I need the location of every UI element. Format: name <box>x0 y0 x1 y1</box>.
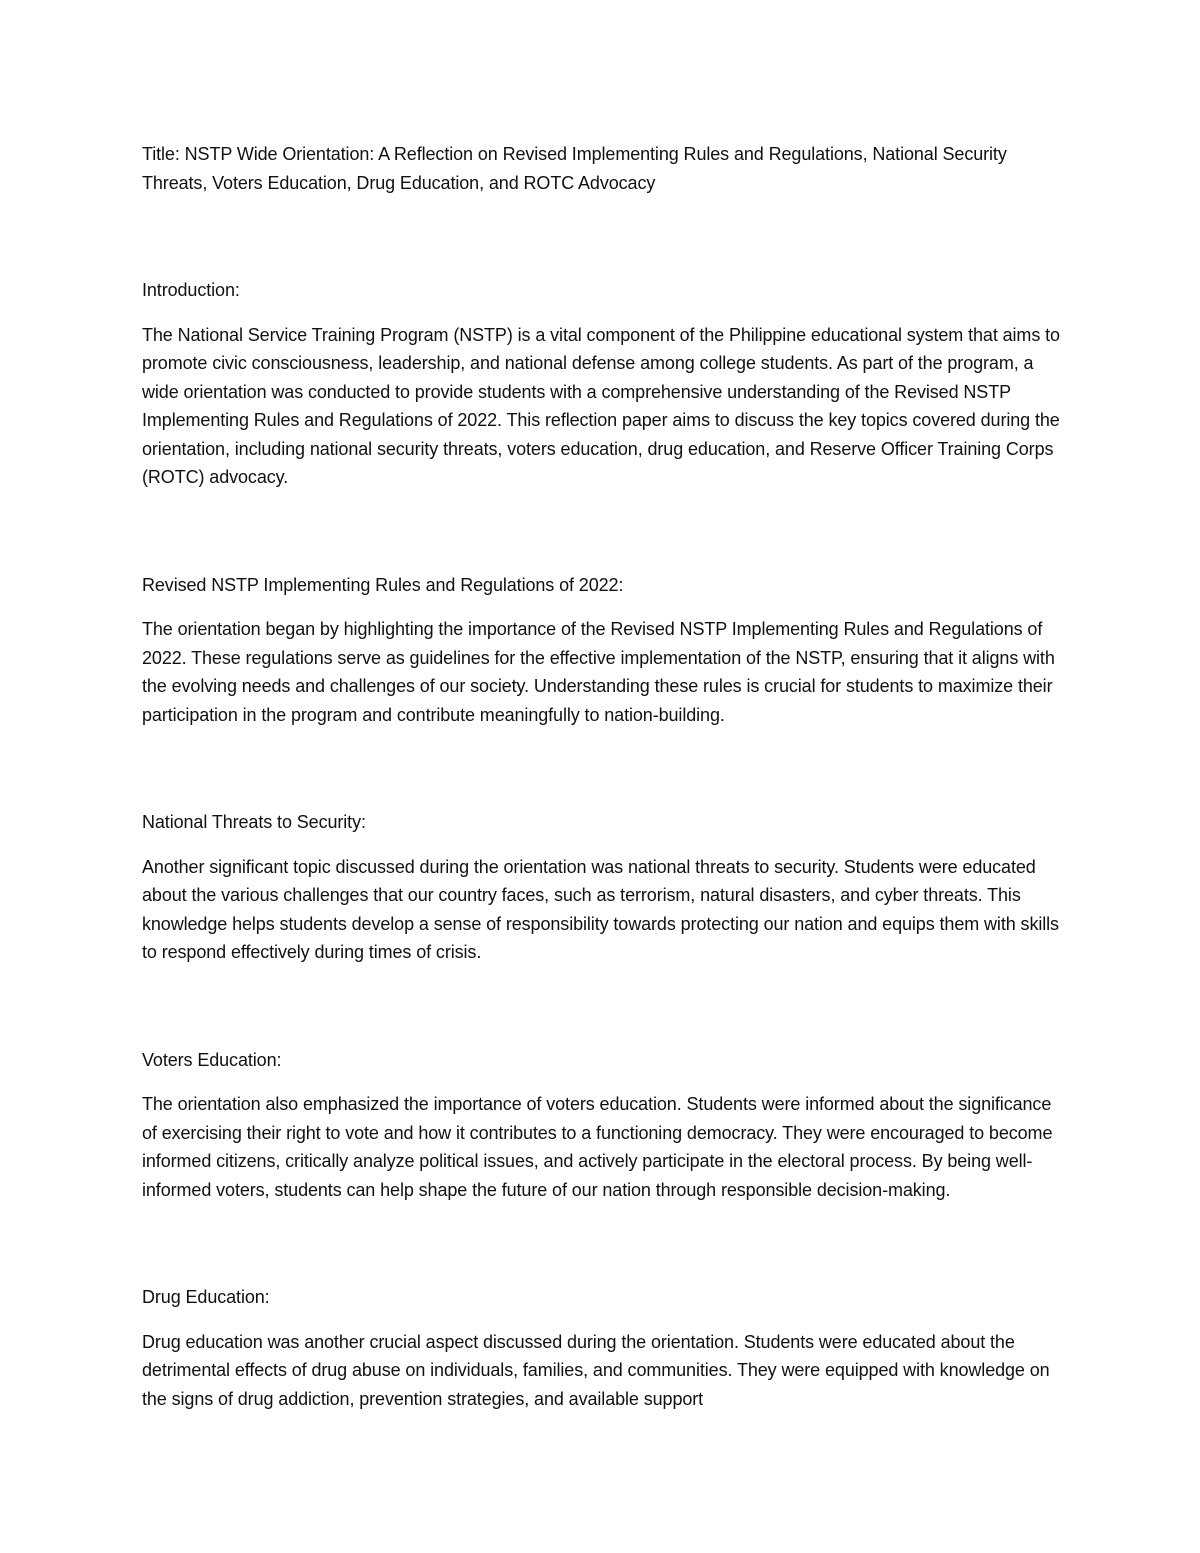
section-revised-irr <box>142 571 1062 730</box>
document-content <box>142 140 1062 1413</box>
section-national-threats <box>142 808 1062 967</box>
section-paragraph: Another significant topic discussed during the orientation was national threats to security. Students were educated about the various challenges that our country faces, such as terrorism, natural disasters, and cyber threats. This knowledge helps students develop a sense of responsibility towards protecting our nation and equips them with skills to respond effectively during times of crisis. <box>142 856 1059 962</box>
section-voters-education <box>142 1046 1062 1205</box>
section-heading: Introduction: <box>142 280 240 300</box>
section-drug-education <box>142 1283 1062 1413</box>
section-paragraph: Drug education was another crucial aspect discussed during the orientation. Students were educated about the detrimental effects of drug abuse on individuals, families, and communities. They were equipped with knowledge on the signs of drug addiction, prevention strategies, and available support <box>142 1331 1050 1409</box>
section-paragraph: The orientation also emphasized the importance of voters education. Students were informed about the significance of exercising their right to vote and how it contributes to a functioning democracy. They were encouraged to become informed citizens, critically analyze political issues, and actively participate in the electoral process. By being well-informed voters, students can help shape the future of our nation through responsible decision-making. <box>142 1094 1053 1200</box>
section-heading: Revised NSTP Implementing Rules and Regulations of 2022: <box>142 574 624 595</box>
section-paragraph: The orientation began by highlighting the importance of the Revised NSTP Implementing Rules and Regulations of 2022. These regulations serve as guidelines for the effective implementation of the NSTP, ensuring that it aligns with the evolving needs and challenges of our society. Understanding these rules is crucial for students to maximize their participation in the program and contribute meaningfully to nation-building. <box>142 619 1055 725</box>
section-heading: Voters Education: <box>142 1049 282 1070</box>
section-introduction <box>142 276 1062 492</box>
section-paragraph: The National Service Training Program (NSTP) is a vital component of the Philippine educational system that aims to promote civic consciousness, leadership, and national defense among college students. As part of the program, a wide orientation was conducted to provide students with a comprehensive understanding of the Revised NSTP Implementing Rules and Regulations of 2022. This reflection paper aims to discuss the key topics covered during the orientation, including national security threats, voters education, drug education, and Reserve Officer Training Corps (ROTC) advocacy. <box>142 324 1060 487</box>
section-heading: Drug Education: <box>142 1287 270 1307</box>
section-heading: National Threats to Security: <box>142 812 366 832</box>
document-title: Title: NSTP Wide Orientation: A Reflection on Revised Implementing Rules and Regulations, National Security Threats, Voters Education, Drug Education, and ROTC Advocacy <box>142 144 1007 193</box>
